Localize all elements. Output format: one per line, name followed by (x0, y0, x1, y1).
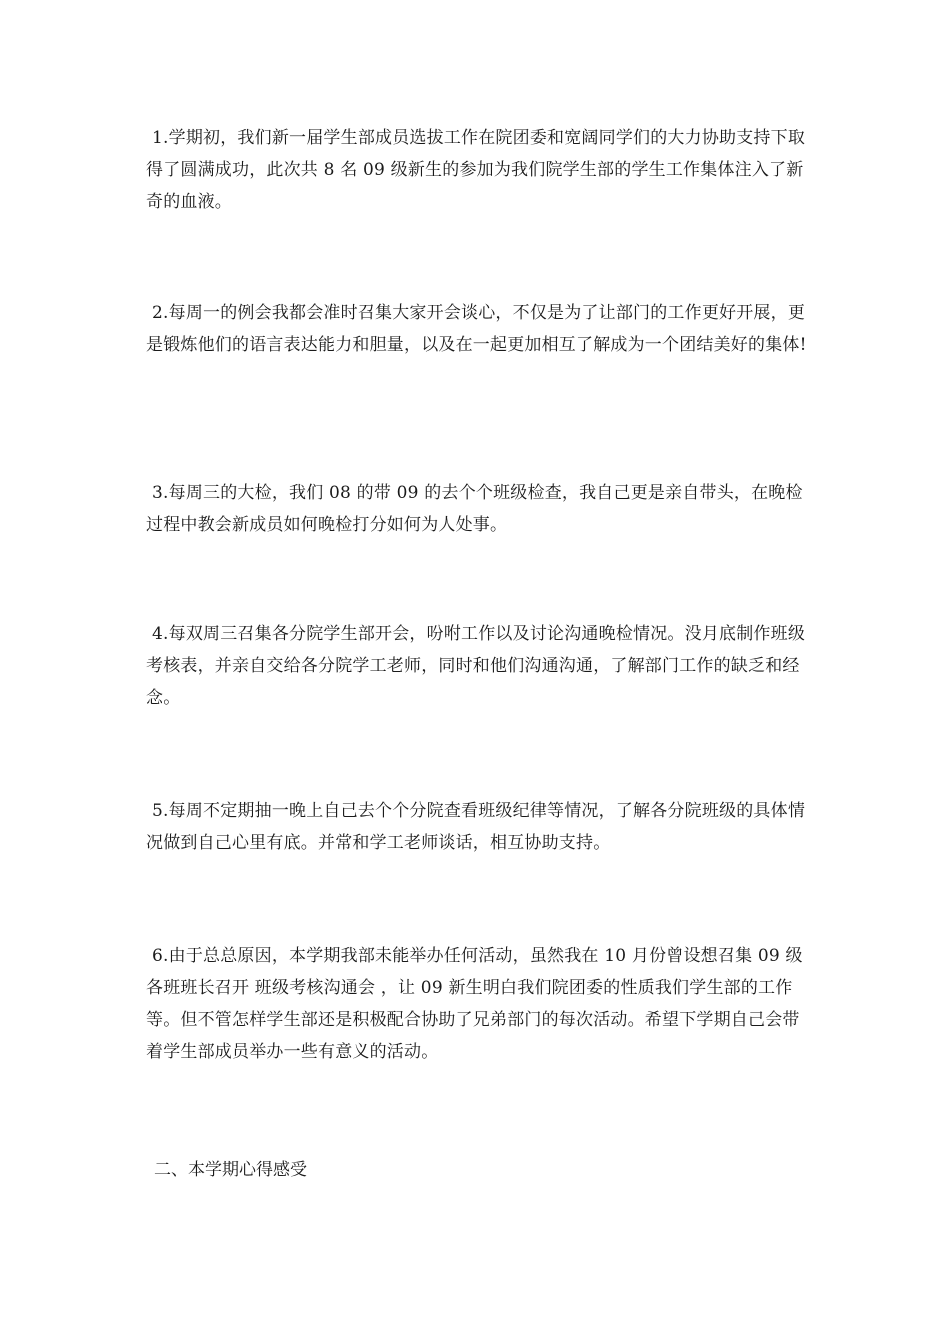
paragraph-text: 每周一的例会我都会准时召集大家开会谈心，不仅是为了让部门的工作更好开展，更是锻炼他们的语言表达能力和胆量，以及在一起更加相互了解成为一个团结美好的集体! (146, 303, 807, 355)
paragraph-2 (146, 297, 810, 361)
paragraph-text: 每双周三召集各分院学生部开会，吩咐工作以及讨论沟通晚检情况。没月底制作班级考核表，并亲自交给各分院学工老师，同时和他们沟通沟通，了解部门工作的缺乏和经念。 (146, 624, 806, 708)
paragraph-number: 1. (152, 128, 169, 148)
paragraph-number: 5. (152, 801, 169, 821)
paragraph-number: 6. (152, 946, 169, 966)
paragraph-number: 2. (152, 303, 169, 323)
section-heading: 二、本学期心得感受 (154, 1160, 307, 1180)
paragraph-text: 学期初，我们新一届学生部成员选拔工作在院团委和宽阔同学们的大力协助支持下取得了圆满成功，此次共 8 名 09 级新生的参加为我们院学生部的学生工作集体注入了新奇的血液。 (146, 128, 806, 212)
paragraph-4 (146, 618, 810, 714)
paragraph-text: 每周三的大检，我们 08 的带 09 的去个个班级检查，我自己更是亲自带头，在晚检过程中教会新成员如何晚检打分如何为人处事。 (146, 483, 803, 535)
paragraph-text: 由于总总原因，本学期我部未能举办任何活动，虽然我在 10 月份曾设想召集 09 级各班班长召开 班级考核沟通会 ，让 09 新生明白我们院团委的性质我们学生部的工作等。但不管怎样学生部还是积极配合协助了兄弟部门的每次活动。希望下学期自己会带着学生部成员举办一些有意义的活动。 (146, 946, 803, 1062)
paragraph-3 (146, 477, 810, 541)
paragraph-number: 3. (152, 483, 169, 503)
paragraph-6 (146, 940, 810, 1068)
paragraph-5 (146, 795, 810, 859)
paragraph-text: 每周不定期抽一晚上自己去个个分院查看班级纪律等情况，了解各分院班级的具体情况做到自己心里有底。并常和学工老师谈话，相互协助支持。 (146, 801, 806, 853)
paragraph-number: 4. (152, 624, 169, 644)
paragraph-1 (146, 122, 810, 218)
